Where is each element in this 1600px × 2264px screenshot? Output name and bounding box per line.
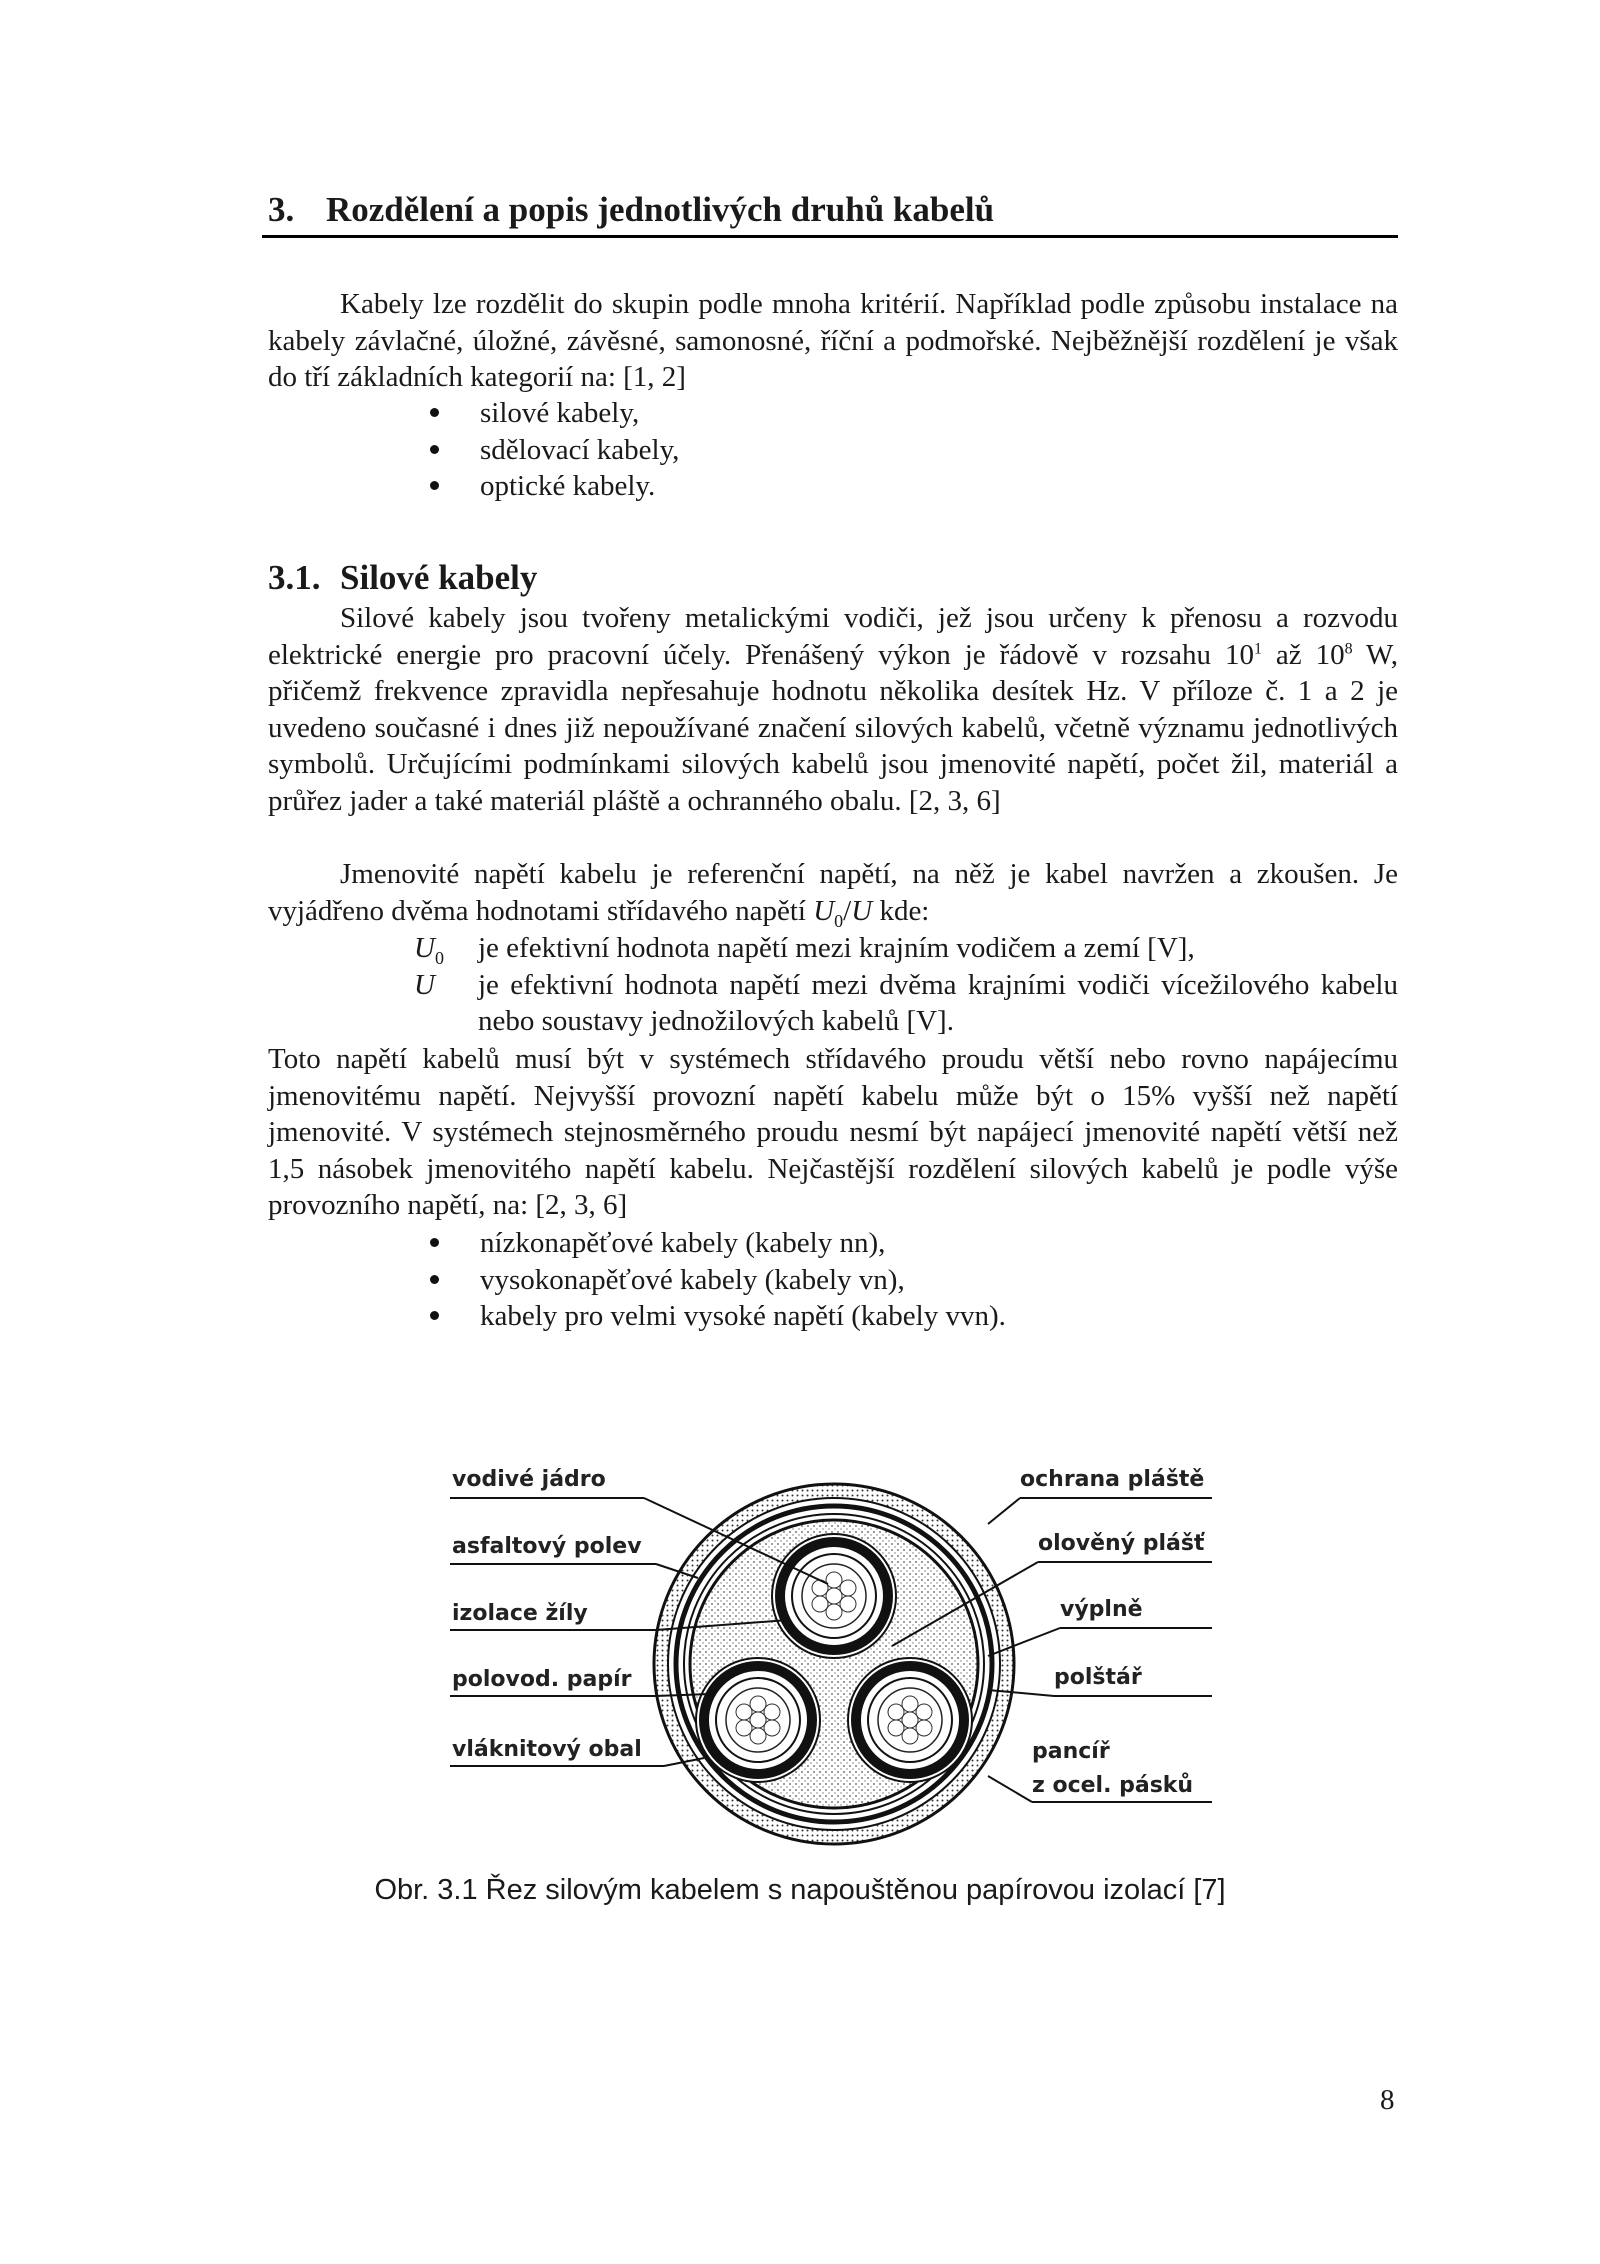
label-lead-sheath: olověný plášť <box>1038 1531 1205 1556</box>
symbol-u: U <box>414 932 435 964</box>
symbol-u: U <box>851 894 873 927</box>
symbol-subscript: 0 <box>834 910 844 931</box>
slash: / <box>843 894 852 927</box>
page-number: 8 <box>1380 2084 1395 2116</box>
section-heading <box>268 556 537 600</box>
cable-core <box>772 1534 896 1658</box>
heading-rule <box>262 235 1398 238</box>
voltage-category-list <box>428 1225 1006 1335</box>
section-number: 3.1. <box>268 558 321 597</box>
list-item: silové kabely, <box>428 395 679 432</box>
paragraph-text: kde: <box>872 894 930 927</box>
label-conductive-core: vodivé jádro <box>452 1467 606 1492</box>
section-title: Silové kabely <box>340 558 538 597</box>
label-core-insulation: izolace žíly <box>452 1601 588 1626</box>
cable-cross-section-figure <box>440 1458 1220 1848</box>
cable-core <box>848 1658 972 1782</box>
chapter-title: Rozdělení a popis jednotlivých druhů kabelů <box>326 190 995 229</box>
list-item: sdělovací kabely, <box>428 432 679 469</box>
paragraph-text: Jmenovité napětí kabelu je referenční napětí, na něž je kabel navržen a zkoušen. Je vyjádřeno dvěma hodnotami střídavého napětí <box>268 858 1398 927</box>
exponent: 1 <box>1253 639 1262 657</box>
chapter-heading <box>268 188 1398 232</box>
voltage-paragraph: Toto napětí kabelů musí být v systémech střídavého proudu větší nebo rovno napájecímu jmenovitému napětí. Nejvyšší provozní napětí kabelu může být o 15% vyšší než napětí jmenovité. V systémech stejnosměrného proudu nesmí být napájecí jmenovité napětí větší než 1,5 násobek jmenovitého napětí kabelu. Nejčastější rozdělení silových kabelů je podle výše provozního napětí, na: [2, 3, 6] <box>268 1043 1398 1221</box>
list-item: kabely pro velmi vysoké napětí (kabely vvn). <box>428 1298 1006 1335</box>
definition-text: je efektivní hodnota napětí mezi krajním vodičem a zemí [V], <box>478 932 1195 964</box>
symbol-subscript: 0 <box>434 947 444 968</box>
label-bedding: polštář <box>1054 1665 1142 1690</box>
list-item: nízkonapěťové kabely (kabely nn), <box>428 1225 1006 1262</box>
label-fiber-wrapping: vláknitový obal <box>452 1737 642 1762</box>
label-asphalt-coating: asfaltový polev <box>452 1534 642 1559</box>
exponent: 8 <box>1344 639 1353 657</box>
label-armour: pancíř <box>1032 1739 1110 1764</box>
label-steel-tapes: z ocel. pásků <box>1032 1773 1194 1798</box>
paragraph-text: Silové kabely jsou tvořeny metalickými vodiči, jež jsou určeny k přenosu a rozvodu elektrické energie pro pracovní účely. Přenášený výkon je řádově v rozsahu 10 <box>268 602 1398 671</box>
cable-category-list <box>428 395 679 505</box>
label-fillers: výplně <box>1060 1597 1143 1622</box>
power-cables-paragraph <box>268 600 1398 819</box>
definition-row <box>414 930 1398 967</box>
figure-caption: Obr. 3.1 Řez silovým kabelem s napouštěnou papírovou izolací [7] <box>374 1874 1226 1906</box>
symbol-u: U <box>813 894 835 927</box>
label-sheath-protection: ochrana pláště <box>1020 1467 1205 1492</box>
definition-symbol <box>414 930 478 967</box>
list-item: vysokonapěťové kabely (kabely vn), <box>428 1262 1006 1299</box>
intro-paragraph: Kabely lze rozdělit do skupin podle mnoha kritérií. Například podle způsobu instalace na kabely závlačné, úložné, závěsné, samonosné, říční a podmořské. Nejběžnější rozdělení je však do tří základních kategorií na: [1, 2] <box>268 288 1398 393</box>
list-item: optické kabely. <box>428 468 679 505</box>
paragraph-text: až 10 <box>1261 638 1345 671</box>
definition-symbol: U <box>414 968 435 1001</box>
definition-text: je efektivní hodnota napětí mezi dvěma krajními vodiči vícežilového kabelu nebo soustavy jednožilových kabelů [V]. <box>478 968 1398 1037</box>
symbol-definitions <box>414 930 1398 1040</box>
paragraph-text: W, přičemž frekvence zpravidla nepřesahuje hodnotu několika desítek Hz. V příloze č. 1 a 2 je uvedeno současné i dnes již nepoužívané značení silových kabelů, včetně významu jednotlivých symbolů. Určujícími podmínkami silových kabelů jsou jmenovité napětí, počet žil, materiál a průřez jader a také materiál pláště a ochranného obalu. [2, 3, 6] <box>268 638 1399 817</box>
chapter-number: 3. <box>268 190 295 229</box>
nominal-voltage-paragraph <box>268 856 1398 929</box>
label-semiconductive-paper: polovod. papír <box>452 1667 632 1692</box>
definition-row <box>414 967 1398 1040</box>
cable-core <box>696 1658 820 1782</box>
